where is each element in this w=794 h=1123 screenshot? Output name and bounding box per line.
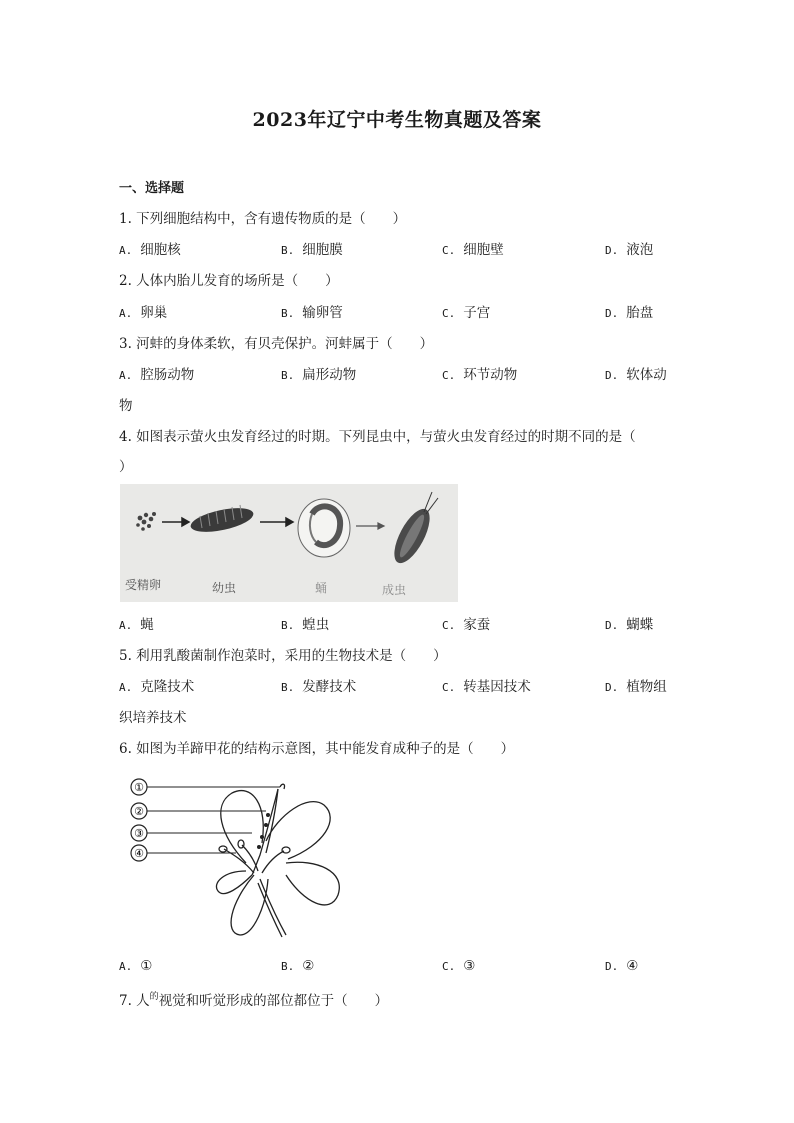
question-5-options [119, 675, 679, 695]
question-3-wrap: 物 [119, 398, 133, 414]
option-b[interactable]: B. 输卵管 [281, 305, 343, 321]
question-5-wrap: 织培养技术 [119, 710, 187, 726]
flower-drawing [216, 784, 339, 937]
option-d[interactable]: D. 胎盘 [605, 305, 654, 321]
option-a[interactable]: A. 卵巢 [119, 305, 168, 321]
option-d[interactable]: D. 液泡 [605, 242, 654, 258]
option-c[interactable]: C. 环节动物 [442, 367, 518, 383]
question-1-options [119, 238, 679, 258]
option-b[interactable]: B. ② [281, 958, 315, 974]
stage-label-adult: 成虫 [382, 583, 407, 597]
page-title: 2023年辽宁中考生物真题及答案 [252, 109, 542, 131]
pupa-icon [298, 499, 350, 557]
question-6-options [119, 958, 679, 978]
option-c[interactable]: C. 子宫 [442, 305, 491, 321]
option-a[interactable]: A. 细胞核 [119, 242, 181, 258]
label-4: ④ [134, 847, 144, 860]
question-3-stem: 3. 河蚌的身体柔软，有贝壳保护。河蚌属于（ ） [119, 336, 434, 352]
stage-label-egg: 受精卵 [125, 578, 162, 592]
option-a[interactable]: A. 克隆技术 [119, 679, 195, 695]
option-a[interactable]: A. 蝇 [119, 617, 154, 633]
option-b[interactable]: B. 发酵技术 [281, 679, 357, 695]
option-d[interactable]: D. 软体动 [605, 367, 667, 383]
question-2-options [119, 301, 679, 321]
flower-structure-figure [128, 775, 358, 943]
option-b[interactable]: B. 细胞膜 [281, 242, 343, 258]
question-4-options [119, 613, 679, 633]
option-c[interactable]: C. ③ [442, 958, 476, 974]
option-c[interactable]: C. 家蚕 [442, 617, 491, 633]
option-b[interactable]: B. 扁形动物 [281, 367, 357, 383]
label-2: ② [134, 805, 144, 818]
question-3-options [119, 363, 679, 383]
firefly-lifecycle-figure [120, 484, 458, 602]
question-4-stem: 4. 如图表示萤火虫发育经过的时期。下列昆虫中，与萤火虫发育经过的时期不同的是（ [119, 429, 636, 445]
stage-label-larva: 幼虫 [212, 581, 237, 595]
label-3: ③ [134, 827, 144, 840]
option-a[interactable]: A. 腔肠动物 [119, 367, 195, 383]
option-d[interactable]: D. ④ [605, 958, 639, 974]
option-d[interactable]: D. 植物组 [605, 679, 667, 695]
option-c[interactable]: C. 细胞壁 [442, 242, 504, 258]
question-6-stem: 6. 如图为羊蹄甲花的结构示意图，其中能发育成种子的是（ ） [119, 741, 515, 757]
option-c[interactable]: C. 转基因技术 [442, 679, 531, 695]
question-7-stem: 7. 人$^的$视觉和听觉形成的部位都位于（ ） [119, 992, 389, 1009]
question-5-stem: 5. 利用乳酸菌制作泡菜时，采用的生物技术是（ ） [119, 648, 447, 664]
stage-label-pupa: 蛹 [315, 581, 328, 595]
option-b[interactable]: B. 蝗虫 [281, 617, 330, 633]
option-a[interactable]: A. ① [119, 958, 153, 974]
label-1: ① [134, 781, 144, 794]
question-1-stem: 1. 下列细胞结构中，含有遗传物质的是（ ） [119, 211, 407, 227]
question-2-stem: 2. 人体内胎儿发育的场所是（ ） [119, 273, 339, 289]
question-4-wrap: ） [119, 459, 133, 475]
section-heading: 一、选择题 [119, 181, 185, 196]
option-d[interactable]: D. 蝴蝶 [605, 617, 654, 633]
